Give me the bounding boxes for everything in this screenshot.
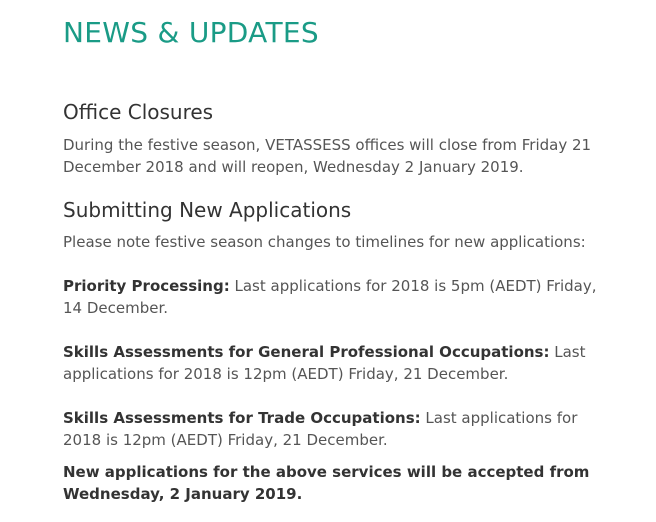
- general-occupations-label: Skills Assessments for General Professional Occupations:: [63, 343, 550, 361]
- priority-processing-note: [63, 275, 603, 319]
- office-closures-text: During the festive season, VETASSESS offices will close from Friday 21 December 2018 and will reopen, Wednesday 2 January 2019.: [63, 136, 592, 176]
- general-occupations-note: [63, 341, 603, 385]
- trade-occupations-note: [63, 407, 603, 451]
- priority-processing-text: Last applications for 2018 is 5pm (AEDT) Friday, 14 December.: [63, 277, 597, 317]
- submitting-applications-heading: Submitting New Applications: [63, 198, 352, 222]
- trade-occupations-label: Skills Assessments for Trade Occupations:: [63, 409, 421, 427]
- submitting-intro-text: Please note festive season changes to timelines for new applications:: [63, 233, 586, 251]
- priority-processing-label: Priority Processing:: [63, 277, 230, 295]
- closing-note: New applications for the above services will be accepted from Wednesday, 2 January 2019.: [63, 463, 590, 503]
- page-title: NEWS & UPDATES: [63, 16, 319, 49]
- general-occupations-text: Last applications for 2018 is 12pm (AEDT) Friday, 21 December.: [63, 343, 586, 383]
- office-closures-heading: Office Closures: [63, 100, 214, 124]
- trade-occupations-text: Last applications for 2018 is 12pm (AEDT) Friday, 21 December.: [63, 409, 578, 449]
